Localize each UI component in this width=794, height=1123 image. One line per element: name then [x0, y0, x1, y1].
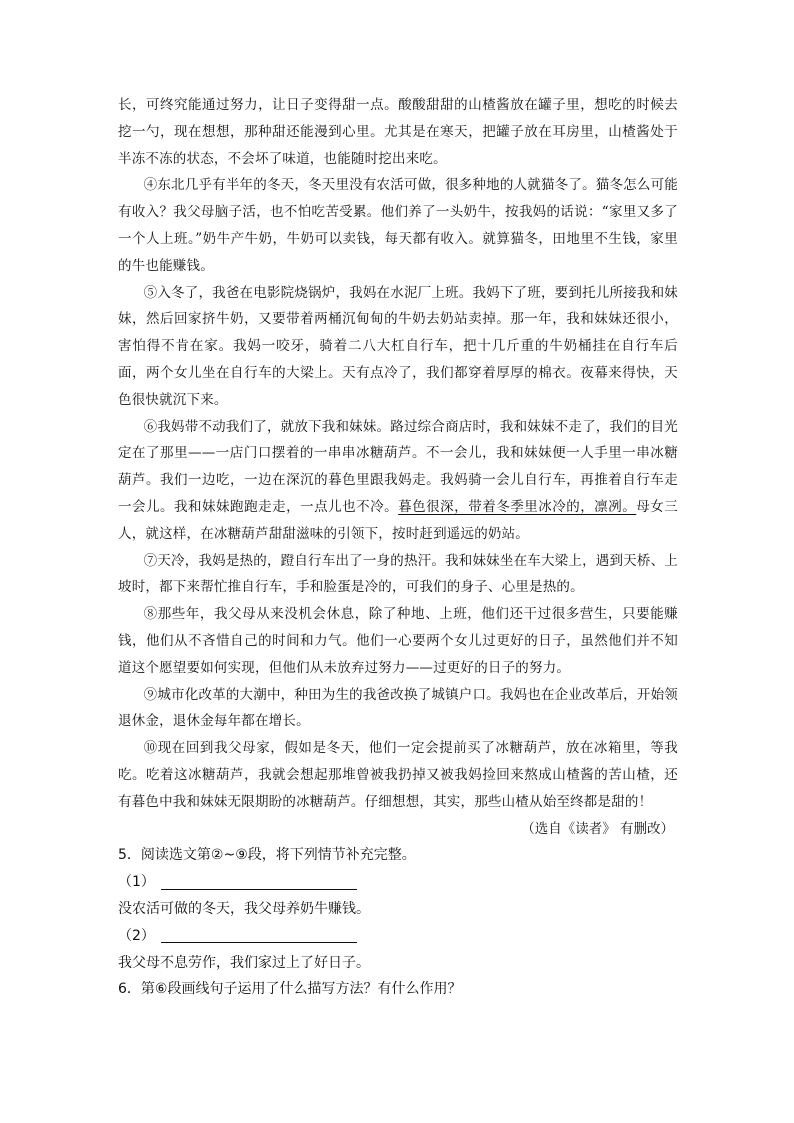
question-5: 5．阅读选文第②~⑨段，将下列情节补充完整。: [118, 847, 416, 864]
question-5-item-2: [118, 923, 678, 950]
question-6: 6．第⑥段画线句子运用了什么描写方法？有什么作用？: [118, 981, 462, 998]
passage-paragraph-9: ⑨城市化改革的大潮中，种田为生的我爸改换了城镇户口。我妈也在企业改革后，开始领退休金，退休金每年都在增长。: [118, 686, 678, 730]
item-2-label: （2）: [118, 927, 155, 944]
question-section: [118, 842, 678, 1003]
passage-paragraph-5: ⑤入冬了，我爸在电影院烧锅炉，我妈在水泥厂上班。我妈下了班，要到托儿所接我和妹妹，然后回家挤牛奶，又要带着两桶沉甸甸的牛奶去奶站卖掉。那一年，我和妹妹还很小，害怕得不肯在家。我妈一咬牙，骑着二八大杠自行车，把十几斤重的牛奶桶挂在自行车后面，两个女儿坐在自行车的大梁上。天有点冷了，我们都穿着厚厚的棉衣。夜幕来得快，天色很快就沉下来。: [118, 284, 678, 408]
paragraph-6-text-after: 母女三人，就这样，在冰糖葫芦甜甜滋味的引领下，按时赶到遥远的奶站。: [118, 498, 678, 542]
question-5-item-1: [118, 869, 678, 896]
passage-paragraph-7: ⑦天冷，我妈是热的，蹬自行车出了一身的热汗。我和妹妹坐在车大梁上，遇到天桥、上坡时，都下来帮忙推自行车，手和脸蛋是冷的，可我们的身子、心里是热的。: [118, 552, 678, 596]
passage-paragraph-continued: 长，可终究能通过努力，让日子变得甜一点。酸酸甜甜的山楂酱放在罐子里，想吃的时候去挖一勺，现在想想，那种甜还能漫到心里。尤其是在寒天，把罐子放在耳房里，山楂酱处于半冻不冻的状态，不会坏了味道，也能随时挖出来吃。: [118, 97, 678, 167]
answer-blank-2[interactable]: [161, 928, 357, 943]
underlined-sentence: 暮色很深，带着冬季里冰冷的，凛冽。: [398, 498, 637, 515]
answer-blank-1[interactable]: [161, 875, 357, 890]
passage-paragraph-8: ⑧那些年，我父母从来没机会休息，除了种地、上班，他们还干过很多营生，只要能赚钱，他们从不吝惜自己的时间和力气。他们一心要两个女儿过更好的日子，虽然他们并不知道这个愿望要如何实现，但他们从未放弃过努力——过更好的日子的努力。: [118, 606, 678, 676]
item-1-label: （1）: [118, 874, 155, 891]
paragraph-6-text-before: ⑥我妈带不动我们了，就放下我和妹妹。路过综合商店时，我和妹妹不走了，我们的目光定在了那里——一店门口摆着的一串串冰糖葫芦。不一会儿，我和妹妹便一人手里一串冰糖葫芦。我们一边吃，一边在深沉的暮色里跟我妈走。我妈骑一会儿自行车，再推着自行车走一会儿。我和妹妹跑跑走走，一点儿也不冷。: [118, 418, 678, 515]
question-5-item-2-text: 我父母不息劳作，我们家过上了好日子。: [118, 954, 370, 971]
document-page: [118, 92, 678, 1003]
passage-paragraph-6: [118, 414, 678, 548]
question-5-item-1-text: 没农活可做的冬天，我父母养奶牛赚钱。: [118, 900, 370, 917]
passage-paragraph-10: ⑩现在回到我父母家，假如是冬天，他们一定会提前买了冰糖葫芦，放在冰箱里，等我吃。吃着这冰糖葫芦，我就会想起那堆曾被我扔掉又被我妈捡回来熬成山楂酱的苦山楂，还有暮色中我和妹妹无限期盼的冰糖葫芦。仔细想想，其实，那些山楂从始至终都是甜的！: [118, 740, 678, 810]
passage-paragraph-4: ④东北几乎有半年的冬天，冬天里没有农活可做，很多种地的人就猫冬了。猫冬怎么可能有收入？我父母脑子活，也不怕吃苦受累。他们养了一头奶牛，按我妈的话说：“家里又多了一个人上班。”奶牛产牛奶，牛奶可以卖钱，每天都有收入。就算猫冬，田地里不生钱，家里的牛也能赚钱。: [118, 177, 678, 274]
source-citation: （选自《读者》 有删改）: [521, 820, 674, 837]
